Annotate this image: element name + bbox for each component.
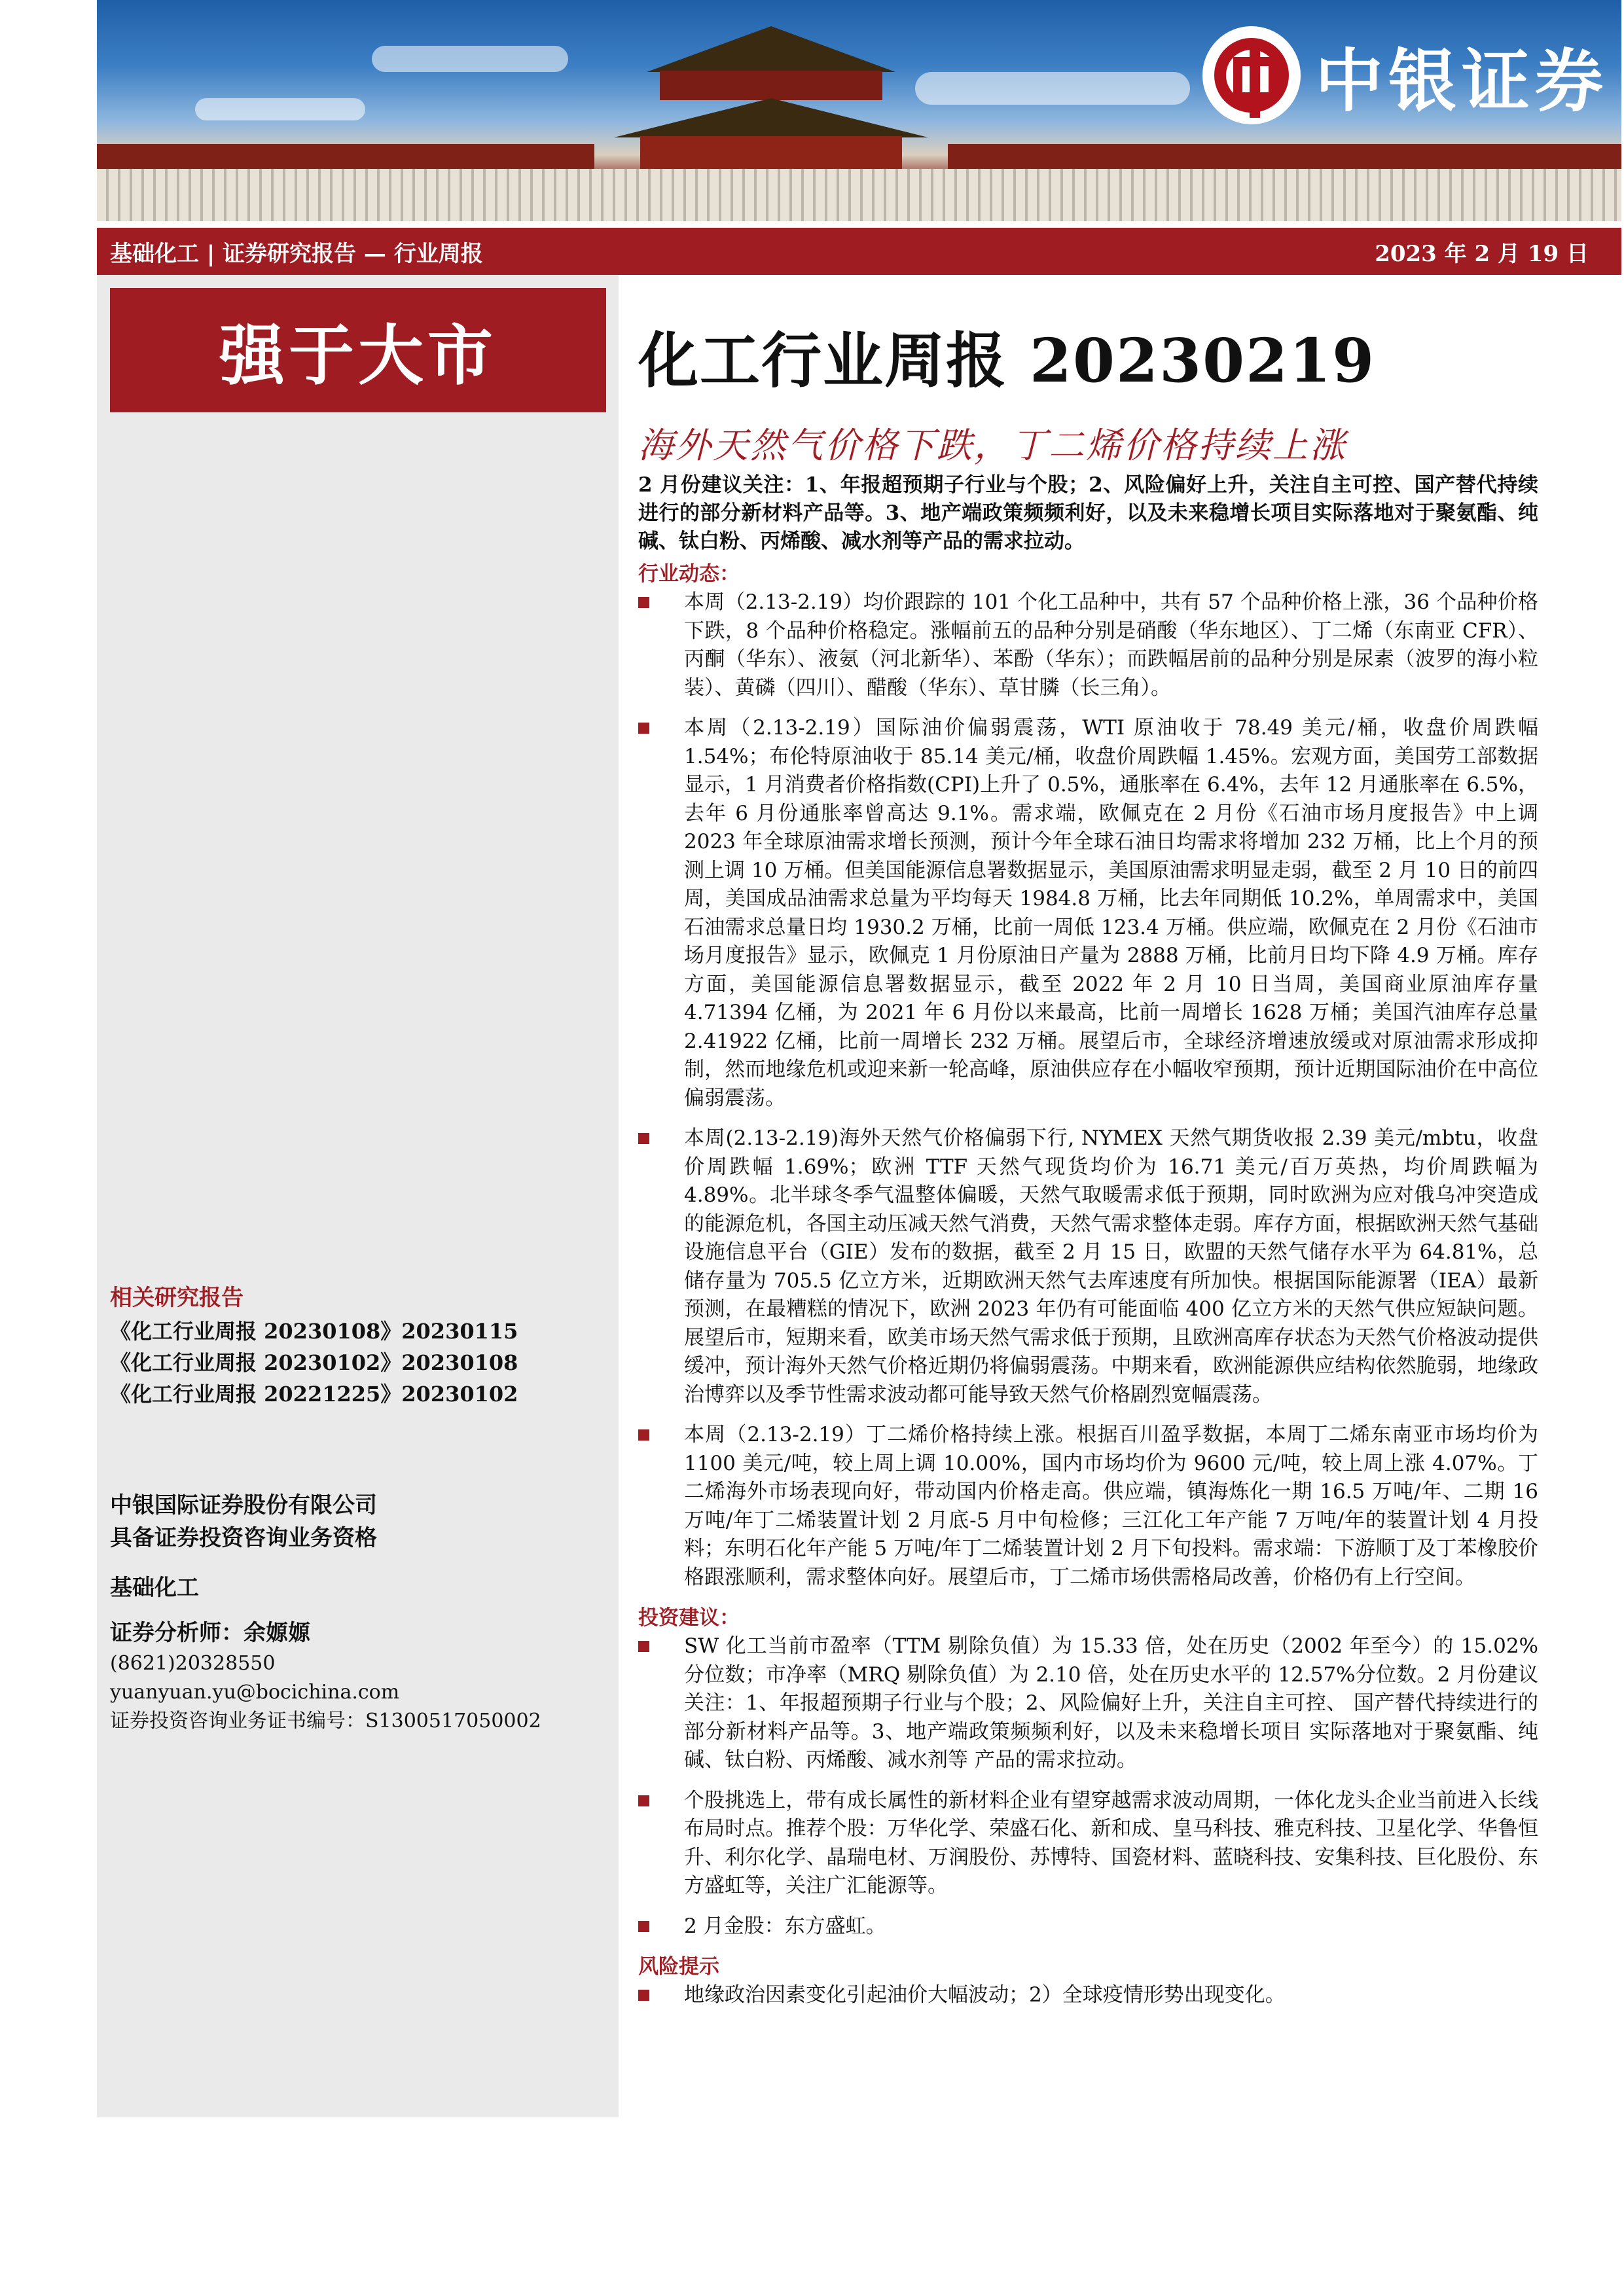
list-item — [638, 1787, 1538, 1901]
analyst-phone: (8621)20328550 — [110, 1652, 276, 1675]
header-banner-image — [97, 0, 1621, 221]
risk-heading: 风险提示 — [638, 1955, 719, 1979]
list-item-text: SW 化工当前市盈率（TTM 剔除负值）为 15.33 倍，处在历史（2002 年至今）的 15.02%分位数；市净率（MRQ 剔除负值）为 2.10 倍，处在历史水平的 12.57%分位数。2 月份建议关注：1、年报超预期子行业与个股；2、风险偏好上升，关注自主可控、 国产替代持续进行的部分新材料产品等。3、地产端政策频频利好，以及未来稳增长项目 实际落地对于聚氨酯、纯碱、钛白粉、丙烯酸、减水剂等 产品的需求拉动。 — [684, 1634, 1538, 1772]
invest-heading: 投资建议： — [638, 1606, 740, 1630]
company-qualification: 具备证券投资咨询业务资格 — [110, 1525, 377, 1551]
list-item — [638, 1632, 1538, 1775]
list-item — [638, 1421, 1538, 1592]
square-bullet-icon — [638, 1795, 649, 1806]
report-header-bar — [97, 228, 1621, 275]
list-item-text: 地缘政治因素变化引起油价大幅波动；2）全球疫情形势出现变化。 — [684, 1983, 1286, 2007]
list-item-text: 本周(2.13-2.19)海外天然气价格偏弱下行, NYMEX 天然气期货收报 2.39 美元/mbtu，收盘价周跌幅 1.69%；欧洲 TTF 天然气现货均价为 16.71 美元/百万英热，均价周跌幅为 4.89%。北半球冬季气温整体偏暖，天然气取暖需求低于预期，同时欧洲为应对俄乌冲突造成的能源危机，各国主动压减天然气消费，天然气需求整体走弱。库存方面，根据欧洲天然气基础设施信息平台（GIE）发布的数据，截至 2 月 15 日，欧盟的天然气储存水平为 64.81%，总储存量为 705.5 亿立方米，近期欧洲天然气去库速度有所加快。根据国际能源署（IEA）最新预测，在最糟糕的情况下，欧洲 2023 年仍有可能面临 400 亿立方米的天然气供应短缺问题。展望后市，短期来看，欧美市场天然气需求低于预期，且欧洲高库存状态为天然气价格波动提供缓冲，预计海外天然气价格近期仍将偏弱震荡。中期来看，欧洲能源供应结构依然脆弱，地缘政治博弈以及季节性需求波动都可能导致天然气价格剧烈宽幅震荡。 — [684, 1126, 1538, 1407]
square-bullet-icon — [638, 1990, 649, 2001]
square-bullet-icon — [638, 1133, 649, 1144]
analyst-email[interactable]: yuanyuan.yu@bocichina.com — [110, 1681, 400, 1704]
related-report-item: 《化工行业周报 20230102》20230108 — [110, 1350, 518, 1375]
list-item-text: 本周（2.13-2.19）均价跟踪的 101 个化工品种中，共有 57 个品种价格上涨，36 个品种价格下跌，8 个品种价格稳定。涨幅前五的品种分别是硝酸（华东地区）、丁二烯（东南亚 CFR）、丙酮（华东）、液氨（河北新华）、苯酚（华东）；而跌幅居前的品种分别是尿素（波罗的海小粒装）、黄磷（四川）、醋酸（华东）、草甘膦（长三角）。 — [684, 590, 1538, 700]
report-body — [638, 471, 1538, 2022]
boc-logo-icon — [1202, 26, 1301, 124]
analyst-info — [110, 1617, 607, 1736]
report-subtitle: 海外天然气价格下跌，丁二烯价格持续上涨 — [638, 425, 1347, 466]
rating-badge: 强于大市 — [110, 288, 606, 412]
list-item — [638, 714, 1538, 1113]
company-info — [110, 1489, 607, 1604]
report-date: 2023 年 2 月 19 日 — [1375, 240, 1589, 267]
analyst-license: 证券投资咨询业务证书编号：S1300517050002 — [110, 1710, 541, 1732]
analyst-name: 证券分析师：余嫄嫄 — [110, 1620, 310, 1646]
square-bullet-icon — [638, 723, 649, 734]
report-title: 化工行业周报 20230219 — [638, 325, 1376, 396]
related-reports — [110, 1280, 607, 1410]
dynamics-heading: 行业动态： — [638, 562, 740, 586]
sector-label: 基础化工 — [110, 1575, 199, 1601]
brand-name: 中银证券 — [1314, 41, 1608, 121]
list-item — [638, 1912, 1538, 1941]
sidebar — [97, 275, 619, 2117]
company-name: 中银国际证券股份有限公司 — [110, 1492, 377, 1518]
square-bullet-icon — [638, 1429, 649, 1441]
list-item — [638, 588, 1538, 702]
square-bullet-icon — [638, 1921, 649, 1932]
list-item — [638, 1124, 1538, 1409]
related-report-item: 《化工行业周报 20221225》20230102 — [110, 1382, 518, 1407]
list-item-text: 本周（2.13-2.19）国际油价偏弱震荡，WTI 原油收于 78.49 美元/桶，收盘价周跌幅 1.54%；布伦特原油收于 85.14 美元/桶，收盘价周跌幅 1.45%。宏观方面，美国劳工部数据显示，1 月消费者价格指数(CPI)上升了 0.5%，通胀率在 6.4%，去年 12 月通胀率在 6.5%，去年 6 月份通胀率曾高达 9.1%。需求端，欧佩克在 2 月份《石油市场月度报告》中上调 2023 年全球原油需求增长预测，预计今年全球石油日均需求将增加 232 万桶，比上个月的预测上调 10 万桶。但美国能源信息署数据显示，美国原油需求明显走弱，截至 2 月 10 日的前四周，美国成品油需求总量为平均每天 1984.8 万桶，比去年同期低 10.2%，单周需求中，美国石油需求总量日均 1930.2 万桶，比前一周低 123.4 万桶。供应端，欧佩克在 2 月份《石油市场月度报告》显示，欧佩克 1 月份原油日产量为 2888 万桶，比前月日均下降 4.9 万桶。库存方面，美国能源信息署数据显示，截至 2022 年 2 月 10 日当周，美国商业原油库存量 4.71394 亿桶，为 2021 年 6 月份以来最高，比前一周增长 1628 万桶；美国汽油库存总量 2.41922 亿桶，比前一周增长 232 万桶。展望后市，全球经济增速放缓或对原油需求形成抑制，然而地缘危机或迎来新一轮高峰，原油供应存在小幅收窄预期，预计近期国际油价在中高位偏弱震荡。 — [684, 716, 1538, 1110]
report-category: 基础化工 | 证券研究报告 — 行业周报 — [110, 240, 483, 267]
list-item-text: 本周（2.13-2.19）丁二烯价格持续上涨。根据百川盈孚数据，本周丁二烯东南亚市场均价为 1100 美元/吨，较上周上调 10.00%，国内市场均价为 9600 元/吨，较上周上涨 4.07%。丁二烯海外市场表现向好，带动国内价格走高。供应端，镇海炼化一期 16.5 万吨/年、二期 16 万吨/年丁二烯装置计划 2 月底-5 月中旬检修；三江化工年产能 7 万吨/年的装置计划 4 月投料；东明石化年产能 5 万吨/年丁二烯装置计划 2 月下旬投料。需求端：下游顺丁及丁苯橡胶价格跟涨顺利，需求整体向好。展望后市，丁二烯市场供需格局改善，价格仍有上行空间。 — [684, 1423, 1538, 1589]
square-bullet-icon — [638, 1641, 649, 1652]
brand-logo — [1202, 20, 1608, 131]
list-item-text: 个股挑选上，带有成长属性的新材料企业有望穿越需求波动周期，一体化龙头企业当前进入长线布局时点。推荐个股：万华化学、荣盛石化、新和成、皇马科技、雅克科技、卫星化学、华鲁恒升、利尔化学、晶瑞电材、万润股份、苏博特、国瓷材料、蓝晓科技、安集科技、巨化股份、东方盛虹等，关注广汇能源等。 — [684, 1788, 1538, 1897]
list-item — [638, 1981, 1538, 2010]
lead-summary: 2 月份建议关注：1、年报超预期子行业与个股；2、风险偏好上升，关注自主可控、国产替代持续进行的部分新材料产品等。3、地产端政策频频利好，以及未来稳增长项目实际落地对于聚氨酯、纯碱、钛白粉、丙烯酸、减水剂等产品的需求拉动。 — [638, 473, 1538, 553]
square-bullet-icon — [638, 597, 649, 608]
related-heading: 相关研究报告 — [110, 1285, 244, 1311]
list-item-text: 2 月金股：东方盛虹。 — [684, 1914, 886, 1938]
related-report-item: 《化工行业周报 20230108》20230115 — [110, 1319, 518, 1344]
